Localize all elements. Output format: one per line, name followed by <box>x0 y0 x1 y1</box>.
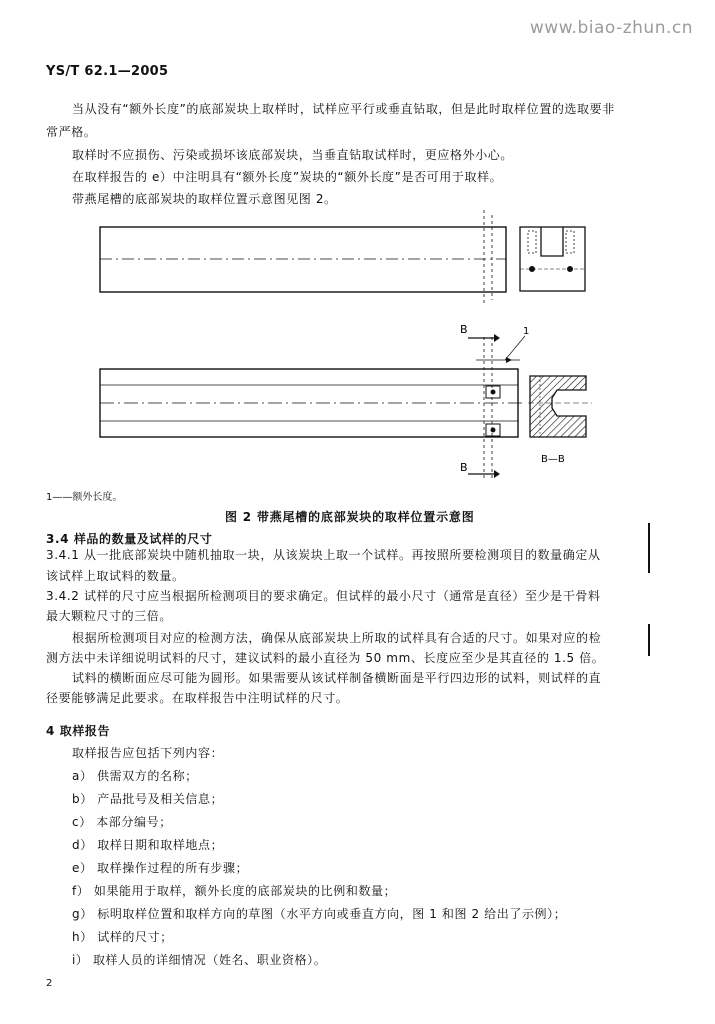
section-heading: 4 取样报告 <box>46 724 111 738</box>
paragraph-line: 径要能够满足此要求。在取样报告中注明试样的尺寸。 <box>46 691 349 705</box>
paragraph-line: 测方法中未详细说明试料的尺寸，建议试料的最小直径为 50 mm、长度应至少是其直径的 1.5 倍。 <box>46 651 605 665</box>
section-b-b <box>530 376 586 437</box>
leader-line <box>505 336 525 360</box>
page-number: 2 <box>46 978 53 989</box>
paragraph-line: 取样报告应包括下列内容： <box>72 746 224 760</box>
paragraph-line: 取样时不应损伤、污染或损坏该底部炭块，当垂直钻取试样时，更应格外小心。 <box>72 148 514 162</box>
list-item: e） 取样操作过程的所有步骤； <box>72 861 249 875</box>
paragraph-line: 根据所检测项目对应的检测方法，确保从底部炭块上所取的试样具有合适的尺寸。如果对应的检 <box>72 631 602 645</box>
list-item: h） 试样的尺寸； <box>72 930 173 944</box>
paragraph-line: 常严格。 <box>46 125 97 139</box>
list-item: i） 取样人员的详细情况（姓名、职业资格）。 <box>72 953 327 967</box>
paragraph-line: 带燕尾槽的底部炭块的取样位置示意图见图 2。 <box>72 192 337 206</box>
list-item: a） 供需双方的名称； <box>72 769 198 783</box>
watermark: www.biao-zhun.cn <box>529 18 693 38</box>
figure-caption: 图 2 带燕尾槽的底部炭块的取样位置示意图 <box>225 510 475 524</box>
standard-number: YS/T 62.1—2005 <box>46 64 169 79</box>
list-item: g） 标明取样位置和取样方向的草图（水平方向或垂直方向，图 1 和图 2 给出了示例）； <box>72 907 567 921</box>
change-bar <box>648 624 650 656</box>
block-top-view <box>100 227 506 292</box>
paragraph-line: 最大颗粒尺寸的三倍。 <box>46 609 173 623</box>
label-section: B—B <box>541 454 565 465</box>
paragraph-line: 该试样上取试料的数量。 <box>46 569 185 583</box>
figure-legend: 1——额外长度。 <box>46 492 123 503</box>
label-1: 1 <box>523 326 530 337</box>
paragraph-line: 3.4.2 试样的尺寸应当根据所检测项目的要求确定。但试样的最小尺寸（通常是直径）至少是干骨料 <box>46 589 601 603</box>
end-section <box>520 227 585 291</box>
list-item: f） 如果能用于取样，额外长度的底部炭块的比例和数量； <box>72 884 397 898</box>
paragraph-line: 当从没有“额外长度”的底部炭块上取样时，试样应平行或垂直钻取，但是此时取样位置的选取要非 <box>72 102 615 116</box>
paragraph-line: 3.4.1 从一批底部炭块中随机抽取一块，从该炭块上取一个试样。再按照所要检测项目的数量确定从 <box>46 548 601 562</box>
list-item: b） 产品批号及相关信息； <box>72 792 224 806</box>
paragraph-line: 在取样报告的 e）中注明具有“额外长度”炭块的“额外长度”是否可用于取样。 <box>72 170 503 184</box>
list-item: c） 本部分编号； <box>72 815 172 829</box>
change-bar <box>648 523 650 573</box>
label-b-top: B <box>460 323 468 336</box>
label-b-bottom: B <box>460 461 468 474</box>
paragraph-line: 试料的横断面应尽可能为圆形。如果需要从该试样制备横断面是平行四边形的试料，则试样的直 <box>72 671 602 685</box>
section-heading: 3.4 样品的数量及试样的尺寸 <box>46 532 213 546</box>
list-item: d） 取样日期和取样地点； <box>72 838 224 852</box>
